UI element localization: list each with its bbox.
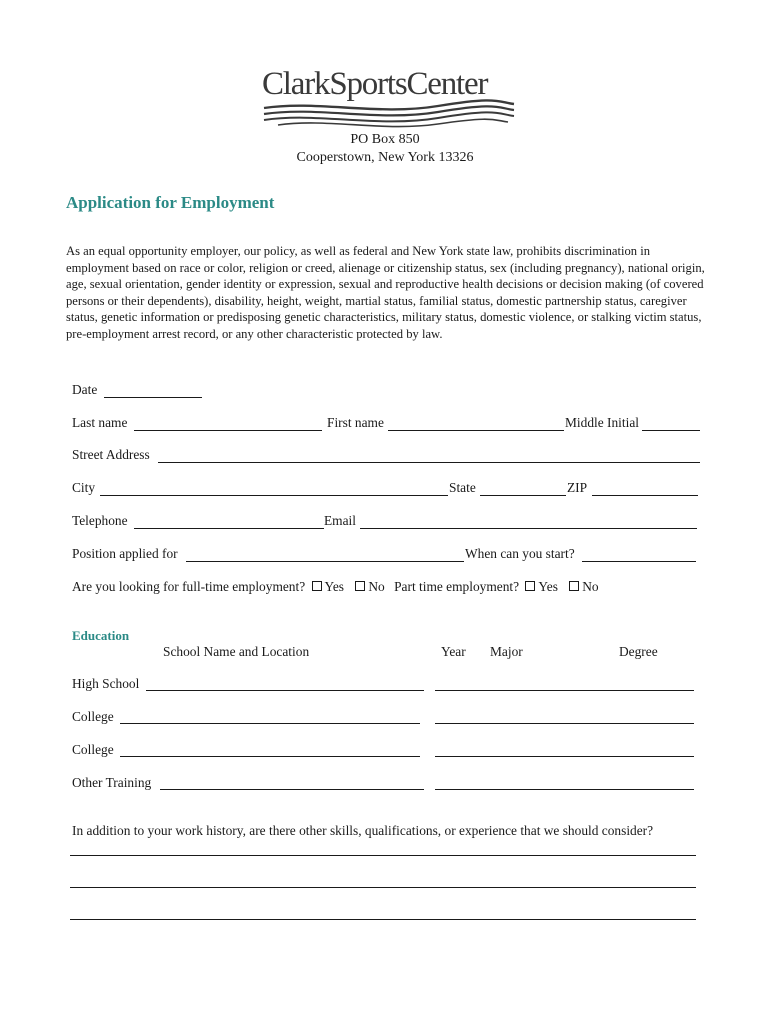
telephone-field[interactable] [134, 528, 324, 529]
edu-row-label: College [72, 742, 114, 757]
logo-text: ClarkSportsCenter [262, 66, 488, 102]
fulltime-no-label: No [368, 579, 385, 594]
zip-field[interactable] [592, 495, 698, 496]
skills-answer-line-2[interactable] [70, 887, 696, 888]
fulltime-yes-checkbox[interactable] [312, 581, 322, 591]
email-field[interactable] [360, 528, 697, 529]
edu-row-label: College [72, 709, 114, 724]
parttime-yes-label: Yes [538, 579, 558, 594]
first-name-field[interactable] [388, 430, 564, 431]
col-school: School Name and Location [163, 644, 310, 659]
street-field[interactable] [158, 462, 700, 463]
highschool-details-field[interactable] [435, 690, 694, 691]
edu-row-label: High School [72, 676, 140, 691]
city-label: City [72, 480, 96, 495]
email-label: Email [324, 513, 356, 528]
address-line-2: Cooperstown, New York 13326 [296, 150, 474, 165]
logo [258, 60, 518, 135]
fulltime-question: Are you looking for full-time employment? [72, 579, 306, 594]
date-field[interactable] [104, 397, 202, 398]
zip-label: ZIP [567, 480, 588, 495]
col-year: Year [441, 644, 466, 659]
highschool-school-field[interactable] [146, 690, 424, 691]
college1-details-field[interactable] [435, 723, 694, 724]
skills-answer-line-3[interactable] [70, 919, 696, 920]
skills-answer-line-1[interactable] [70, 855, 696, 856]
col-degree: Degree [619, 644, 658, 659]
other-training-school-field[interactable] [160, 789, 424, 790]
policy-paragraph: As an equal opportunity employer, our policy, as well as federal and New York state law, prohibits discrimination in employment based on race or color, religion or creed, alienage or citizenship status, sex (including pregnancy), national origin, age, sexual orientation, gender identity or expression, sexual and reproductive health decisions or decision making (of covered persons or their dependents), disability, height, weight, martial status, familial status, domestic partnership status, caregiver status, genetic information or predisposing genetic characteristics, military status, domestic violence, or stalking victim status, pre-employment arrest record, or any other characteristic protected by law. [66, 244, 705, 341]
other-training-details-field[interactable] [435, 789, 694, 790]
college2-school-field[interactable] [120, 756, 420, 757]
skills-question: In addition to your work history, are there other skills, qualifications, or experience that we should consider? [72, 823, 654, 838]
college1-school-field[interactable] [120, 723, 420, 724]
logo-waves-icon [258, 98, 518, 134]
position-label: Position applied for [72, 546, 178, 561]
page-title: Application for Employment [66, 193, 275, 212]
edu-row-label: Other Training [72, 775, 152, 790]
date-label: Date [72, 382, 98, 397]
parttime-no-label: No [582, 579, 599, 594]
city-field[interactable] [100, 495, 448, 496]
last-name-label: Last name [72, 415, 128, 430]
parttime-no-checkbox[interactable] [569, 581, 579, 591]
position-field[interactable] [186, 561, 464, 562]
middle-initial-field[interactable] [642, 430, 700, 431]
fulltime-no-checkbox[interactable] [355, 581, 365, 591]
start-field[interactable] [582, 561, 696, 562]
last-name-field[interactable] [134, 430, 322, 431]
state-label: State [449, 480, 476, 495]
fulltime-yes-label: Yes [324, 579, 345, 594]
first-name-label: First name [327, 415, 384, 430]
col-major: Major [490, 644, 523, 659]
middle-initial-label: Middle Initial [565, 415, 640, 430]
parttime-yes-checkbox[interactable] [525, 581, 535, 591]
college2-details-field[interactable] [435, 756, 694, 757]
telephone-label: Telephone [72, 513, 128, 528]
education-heading: Education [72, 628, 130, 643]
street-label: Street Address [72, 447, 150, 462]
employment-type-row [72, 579, 599, 595]
parttime-question: Part time employment? [394, 579, 520, 594]
state-field[interactable] [480, 495, 566, 496]
start-label: When can you start? [465, 546, 575, 561]
address-line-1: PO Box 850 [350, 132, 420, 147]
